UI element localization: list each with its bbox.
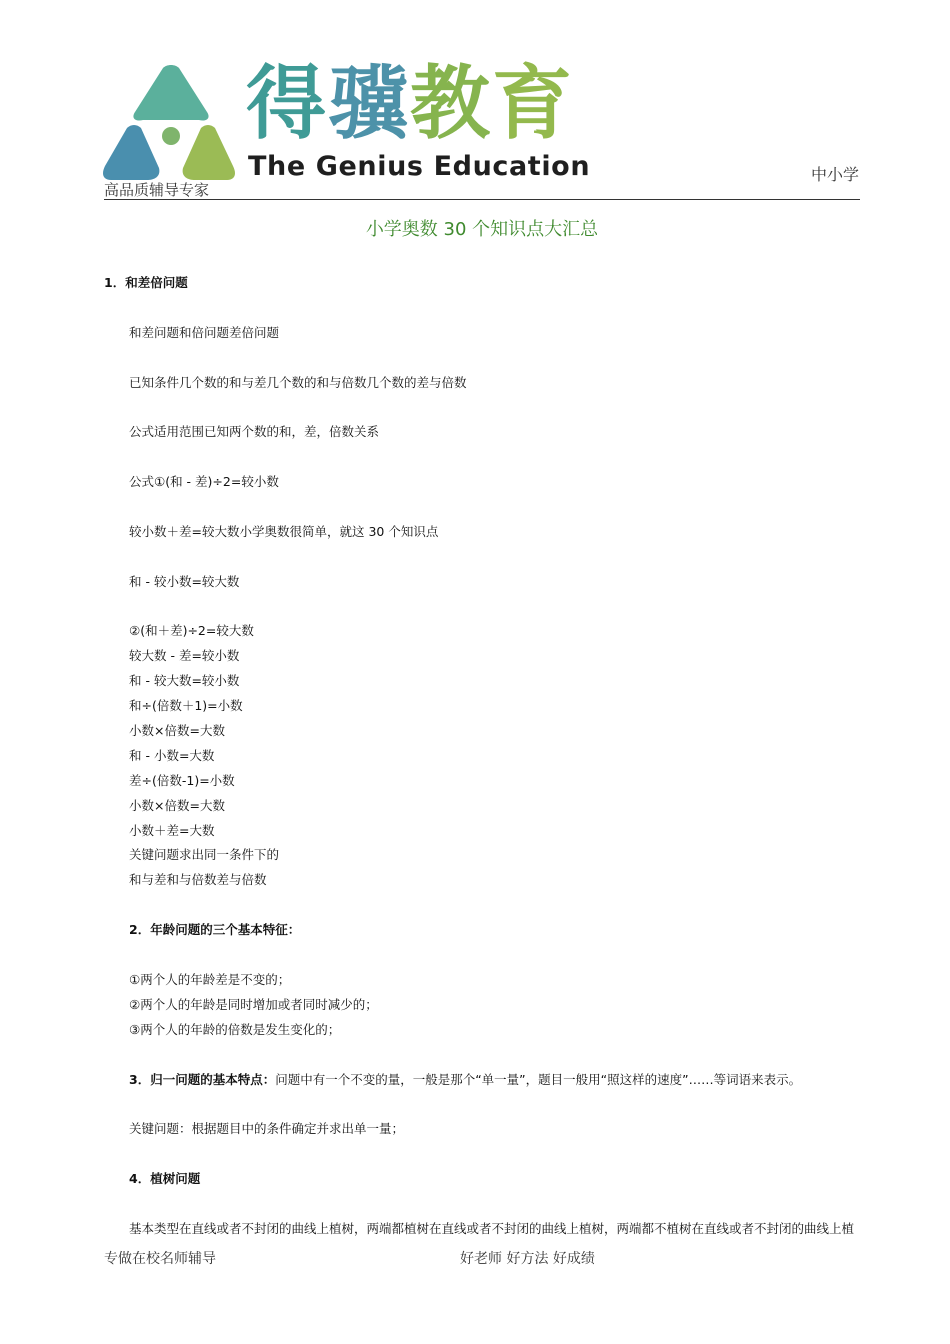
paragraph: 基本类型在直线或者不封闭的曲线上植树，两端都植树在直线或者不封闭的曲线上植树，两端都不植树在直线或者不封闭的曲线上植 <box>129 1220 855 1236</box>
footer-left-text: 专做在校名师辅导 <box>104 1251 216 1267</box>
formula-line: 和÷(倍数＋1)=小数 <box>129 698 243 714</box>
logo-center-dot <box>162 127 180 145</box>
logo-right-shape <box>183 125 235 180</box>
paragraph: 和差问题和倍问题差倍问题 <box>129 324 280 340</box>
spacer <box>104 893 864 918</box>
spacer <box>104 1092 864 1117</box>
spacer <box>104 1142 864 1167</box>
formula-line: 小数×倍数=大数 <box>129 797 225 813</box>
logo-left-shape <box>103 125 159 180</box>
spacer <box>104 1192 864 1217</box>
formula-line: 公式①(和 - 差)÷2=较小数 <box>129 474 279 490</box>
formula-line: 小数×倍数=大数 <box>129 723 225 739</box>
spacer <box>104 296 864 321</box>
formula-line: 和 - 小数=大数 <box>129 747 215 763</box>
formula-line: 小数＋差=大数 <box>129 822 215 838</box>
document-body <box>104 271 864 1242</box>
paragraph: 公式适用范围已知两个数的和，差，倍数关系 <box>129 424 380 440</box>
spacer <box>104 1043 864 1068</box>
list-item: ③两个人的年龄的倍数是发生变化的； <box>129 1021 341 1037</box>
formula-line: 较大数 - 差=较小数 <box>129 648 240 664</box>
paragraph: 和与差和与倍数差与倍数 <box>129 872 267 888</box>
brand-char-4: 育 <box>492 57 574 150</box>
brand-name-cn <box>246 56 574 152</box>
footer-right-text: 好老师 好方法 好成绩 <box>460 1251 595 1267</box>
section-3-paragraph <box>104 1068 864 1093</box>
header-level: 中小学 <box>810 165 859 184</box>
formula-line: 和 - 较小数=较大数 <box>129 573 240 589</box>
header-slogan: 高品质辅导专家 <box>104 181 210 199</box>
paragraph: 关键问题：根据题目中的条件确定并求出单一量； <box>129 1121 405 1137</box>
section-3-text: 问题中有一个不变的量，一般是那个“单一量”，题目一般用“照这样的速度”……等词语来表示。 <box>275 1071 802 1087</box>
brand-char-1: 得 <box>246 57 328 150</box>
logo-icon <box>103 64 235 182</box>
spacer <box>104 495 864 520</box>
list-item: ②两个人的年龄是同时增加或者同时减少的； <box>129 996 378 1012</box>
spacer <box>104 595 864 620</box>
spacer <box>104 545 864 570</box>
spacer <box>104 943 864 968</box>
formula-line: 差÷(倍数-1)=小数 <box>129 772 235 788</box>
section-2-heading: 2．年龄问题的三个基本特征： <box>129 922 301 938</box>
brand-name-en: The Genius Education <box>248 151 591 182</box>
list-item: ①两个人的年龄差是不变的； <box>129 971 291 987</box>
section-4-heading: 4．植树问题 <box>129 1171 201 1187</box>
brand-char-2: 骥 <box>328 57 410 150</box>
paragraph: 已知条件几个数的和与差几个数的和与倍数几个数的差与倍数 <box>129 374 467 390</box>
document-title: 小学奥数 30 个知识点大汇总 <box>365 219 599 240</box>
header-divider <box>104 199 860 200</box>
spacer <box>104 346 864 371</box>
logo-top-shape <box>133 65 208 121</box>
brand-char-3: 教 <box>410 57 492 150</box>
section-3-heading: 3．归一问题的基本特点： <box>129 1071 276 1087</box>
section-1-heading: 1．和差倍问题 <box>104 275 188 290</box>
paragraph: 关键问题求出同一条件下的 <box>129 847 280 863</box>
formula-line: 较小数＋差=较大数小学奥数很简单，就这 30 个知识点 <box>129 523 439 539</box>
formula-line: ②(和＋差)÷2=较大数 <box>129 623 254 639</box>
spacer <box>104 445 864 470</box>
formula-line: 和 - 较大数=较小数 <box>129 673 240 689</box>
spacer <box>104 395 864 420</box>
